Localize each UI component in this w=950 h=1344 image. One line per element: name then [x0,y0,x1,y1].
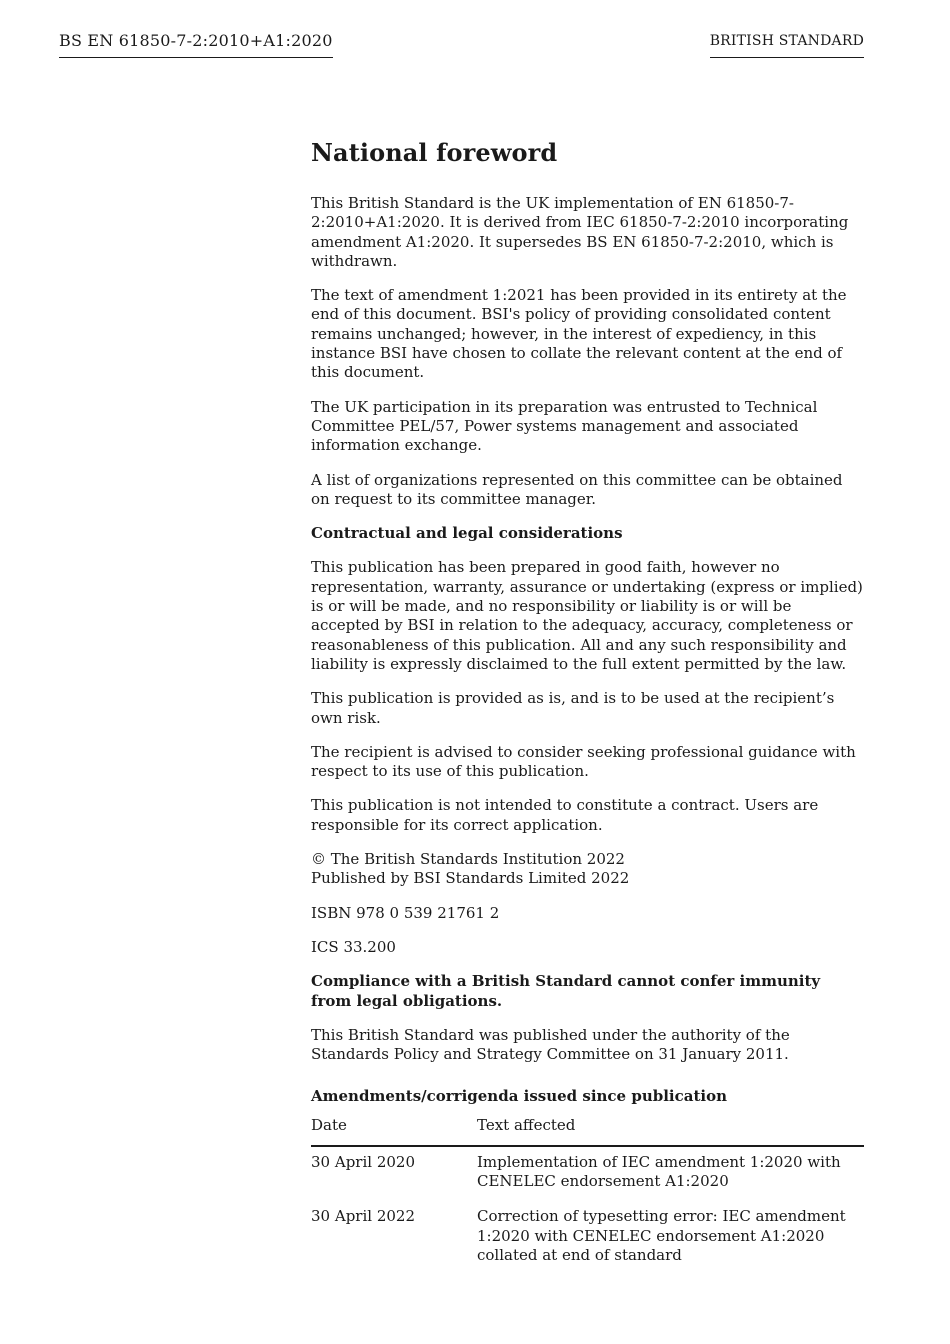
own-risk-paragraph: This publication is provided as is, and is to be used at the recipient’s own risk. [311,689,835,727]
page-title: National foreword [311,138,558,167]
column-header-date: Date [311,1114,477,1145]
amendments-header-row [311,1114,864,1145]
amendment-date: 30 April 2022 [311,1207,415,1226]
copyright-block [311,850,864,889]
foreword-content [311,138,864,1265]
amendments-heading: Amendments/corrigenda issued since publication [311,1087,727,1106]
good-faith-paragraph: This publication has been prepared in good faith, however no representation, warranty, assurance or undertaking (express or implied) is or will be made, and no responsibility or liability is or will be accepted by BSI in relation to the adequacy, accuracy, completeness or reasonableness of this publication. All and any such responsibility and liability is expressly disclaimed to the full extent permitted by the law. [311,558,863,673]
implementation-paragraph: This British Standard is the UK implementation of EN 61850-7-2:2010+A1:2020. It is derived from IEC 61850-7-2:2010 incorporating amendment A1:2020. It supersedes BS EN 61850-7-2:2010, which is withdrawn. [311,194,849,270]
amendment-text: Correction of typesetting error: IEC amendment 1:2020 with CENELEC endorsement A1:2020 collated at end of standard [477,1207,846,1264]
professional-guidance-paragraph: The recipient is advised to consider seeking professional guidance with respect to its use of this publication. [311,742,856,781]
table-row [311,1191,864,1265]
amendment-text-paragraph: The text of amendment 1:2021 has been provided in its entirety at the end of this document. BSI's policy of providing consolidated content remains unchanged; however, in the interest of expediency, in this instance BSI have chosen to collate the relevant content at the end of this document. [311,286,847,382]
amendment-text: Implementation of IEC amendment 1:2020 with CENELEC endorsement A1:2020 [477,1152,841,1190]
header-series-label: BRITISH STANDARD [710,31,864,58]
authority-paragraph: This British Standard was published under the authority of the Standards Policy and Strategy Committee on 31 January 2011. [311,1025,790,1064]
contractual-heading: Contractual and legal considerations [311,524,623,543]
amendment-date: 30 April 2020 [311,1152,415,1171]
table-row [311,1146,864,1192]
organizations-list-paragraph: A list of organizations represented on this committee can be obtained on request to its committee manager. [311,470,843,508]
ics-code: ICS 33.200 [311,937,396,956]
compliance-notice: Compliance with a British Standard cannot confer immunity from legal obligations. [311,972,821,1010]
copyright-line: © The British Standards Institution 2022 [311,850,625,869]
publisher-line: Published by BSI Standards Limited 2022 [311,869,630,888]
uk-participation-paragraph: The UK participation in its preparation was entrusted to Technical Committee PEL/57, Power systems management and associated information exchange. [311,397,818,455]
amendments-table [311,1114,864,1265]
isbn: ISBN 978 0 539 21761 2 [311,903,500,922]
not-contract-paragraph: This publication is not intended to constitute a contract. Users are responsible for its correct application. [311,796,819,834]
header-document-id: BS EN 61850-7-2:2010+A1:2020 [59,31,333,58]
column-header-text-affected: Text affected [477,1114,864,1145]
